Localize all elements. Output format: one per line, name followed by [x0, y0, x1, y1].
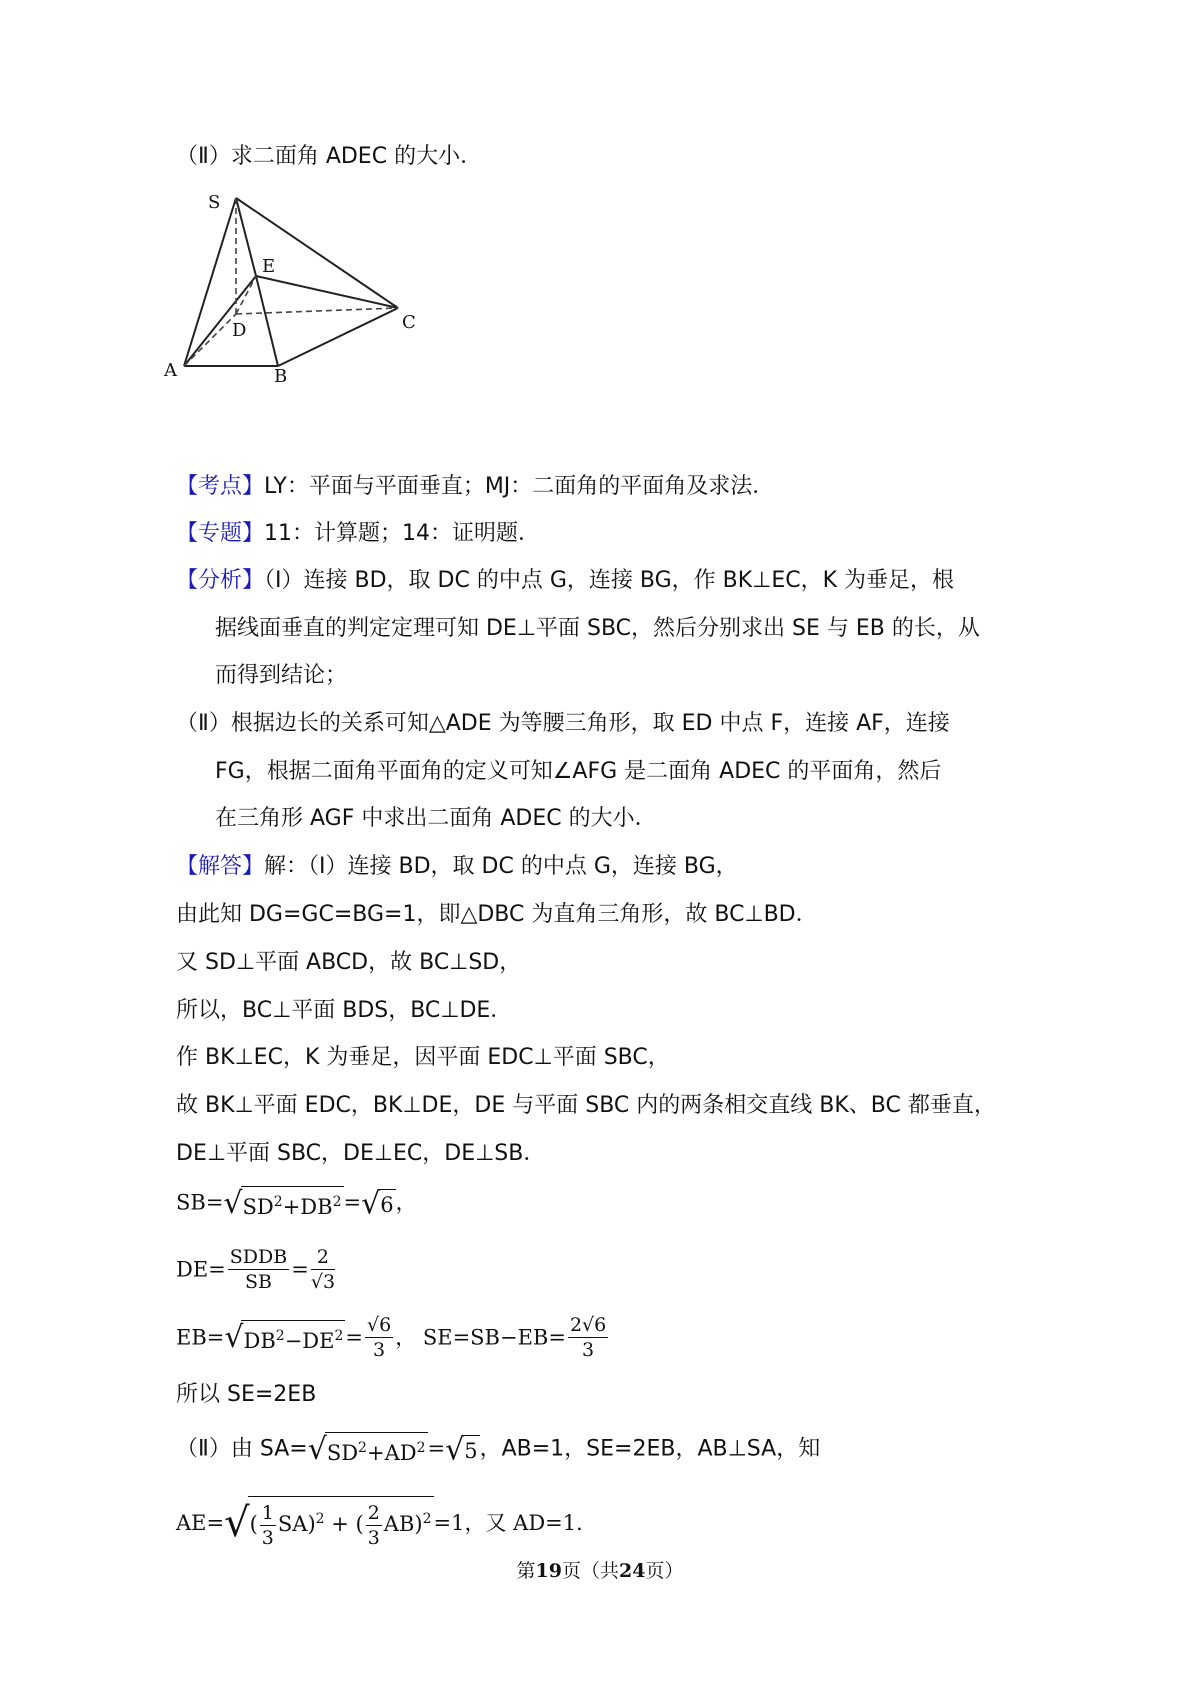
fenxi-text-1: （Ⅰ）连接 BD，取 DC 的中点 G，连接 BG，作 BK⊥EC，K 为垂足，根	[264, 568, 954, 593]
jieda-line-3: 又 SD⊥平面 ABCD，故 BC⊥SD，	[176, 950, 522, 975]
fenxi-line-3: 而得到结论；	[215, 663, 348, 688]
kaodian-text: LY：平面与平面垂直；MJ：二面角的平面角及求法．	[264, 474, 775, 499]
label-d: D	[232, 320, 247, 341]
page-total: 24	[619, 1560, 646, 1582]
fenxi-line-5: FG，根据二面角平面角的定义可知∠AFG 是二面角 A﻿﻿DE﻿﻿C 的平面角，然后	[215, 759, 942, 784]
formula-eb-se: $EB=√DB^2-DE^2=$ $\frac{√6}{3}$ ， SE=SB−EB= $\frac{2√6}{3}$	[176, 1314, 607, 1361]
fenxi-line-1: 【分析】（Ⅰ）连接 BD，取 DC 的中点 G，连接 BG，作 BK⊥EC，K 为垂足，根	[176, 568, 954, 593]
question-2-text: （Ⅱ）求二面角 A﻿﻿DE﻿﻿C 的大小．	[176, 144, 483, 169]
label-a: A	[164, 360, 177, 381]
zhuanti-tag: 专题	[198, 521, 243, 546]
fenxi-line-4: （Ⅱ）根据边长的关系可知△ADE 为等腰三角形，取 ED 中点 F，连接 AF，连接	[176, 711, 950, 736]
page-footer: 第19页（共24页）	[516, 1560, 684, 1582]
label-s: S	[208, 192, 221, 213]
jieda-line-12: 所以 SE=2EB	[176, 1382, 317, 1407]
jieda-line-4: 所以，BC⊥平面 BDS，BC⊥DE．	[176, 998, 513, 1023]
label-e: E	[262, 256, 276, 277]
fenxi-line-6: 在三角形 AGF 中求出二面角 A﻿﻿DE﻿﻿C 的大小．	[215, 806, 657, 831]
jieda-line-1: 【解答】解：（Ⅰ）连接 BD，取 DC 的中点 G，连接 BG，	[176, 854, 738, 879]
fenxi-line-2: 据线面垂直的判定定理可知 DE⊥平面 SBC，然后分别求出 SE 与 EB 的长，从	[215, 616, 980, 641]
pyramid-figure	[164, 192, 446, 420]
formula-de: DE= $\frac{SD﻿DB}{SB}$ = $\frac{2}{√3}$	[176, 1246, 336, 1293]
kaodian-line: 【考点】LY：平面与平面垂直；MJ：二面角的平面角及求法．	[176, 474, 775, 499]
kaodian-tag: 考点	[198, 474, 243, 499]
jieda-line-6: 故 BK⊥平面 EDC，BK⊥DE，DE 与平面 SBC 内的两条相交直线 BK、BC 都垂直，	[176, 1093, 996, 1118]
jieda-line-7: DE⊥平面 SBC，DE⊥EC，DE⊥SB．	[176, 1141, 546, 1166]
formula-sa: （Ⅱ）由 $SA=√SD^2+AD^2=√5$，AB=1，SE=2EB，AB⊥SA，知	[176, 1432, 821, 1467]
jieda-line-2: 由此知 DG=GC=BG=1，即△DBC 为直角三角形，故 BC⊥BD．	[176, 902, 818, 927]
jieda-tag: 解答	[198, 854, 243, 879]
label-c: C	[402, 312, 416, 333]
label-b: B	[274, 366, 288, 387]
jieda-line-5: 作 BK⊥EC，K 为垂足，因平面 EDC⊥平面 SBC，	[176, 1045, 670, 1070]
jieda-text-1: 解：（Ⅰ）连接 BD，取 DC 的中点 G，连接 BG，	[264, 854, 738, 879]
formula-sb: $SB=√SD^2+DB^2=√6$，	[176, 1186, 417, 1221]
zhuanti-text: 11：计算题；14：证明题．	[264, 521, 541, 546]
fenxi-tag: 分析	[198, 568, 243, 593]
zhuanti-line: 【专题】11：计算题；14：证明题．	[176, 521, 541, 546]
formula-ae: AE=√( $\frac{1}{3}$ SA)$^2$ + ( $\frac{2}{3}$ AB)$^2$=1，又 AD=1．	[176, 1496, 597, 1550]
page-number: 19	[535, 1560, 562, 1582]
